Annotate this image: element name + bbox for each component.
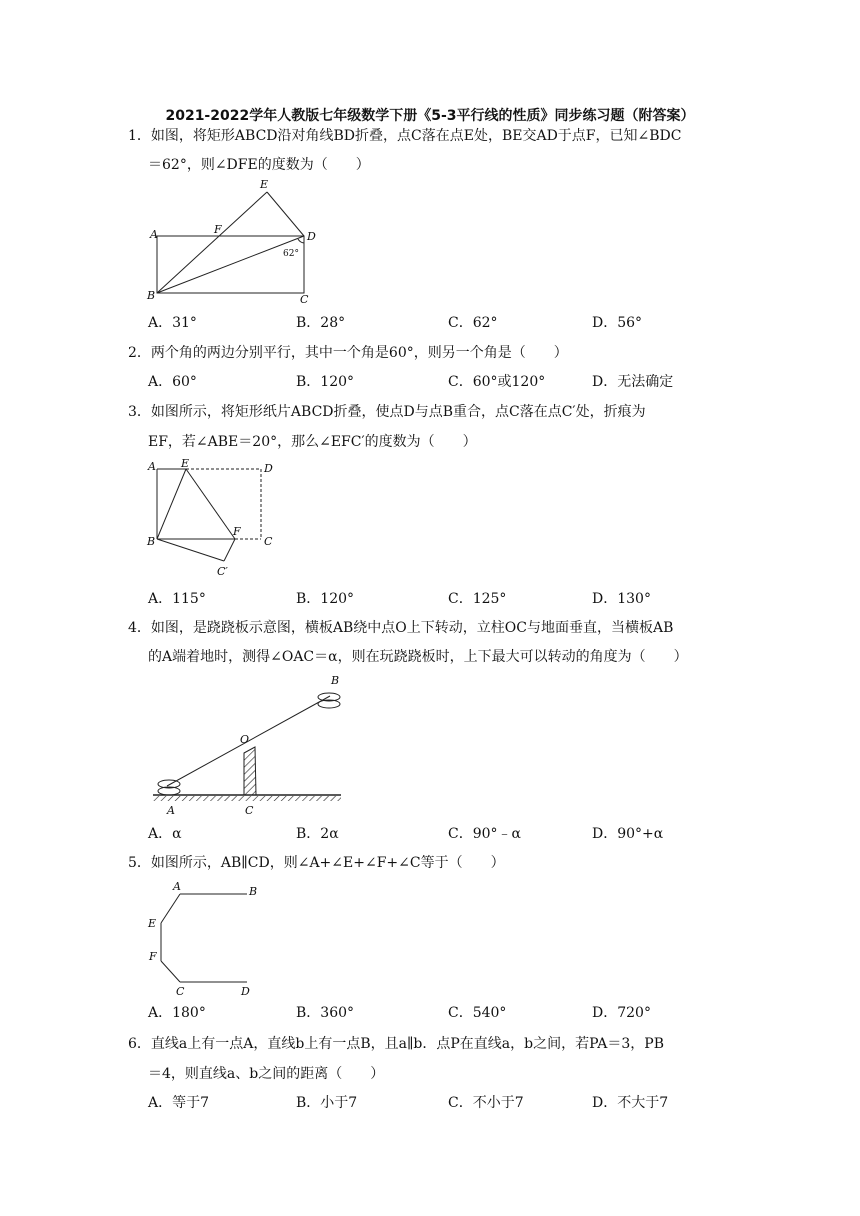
q1-label-d: D [307, 230, 316, 243]
q3-fold-ef [186, 469, 235, 539]
q1-label-c: C [300, 293, 309, 305]
q1-figure [140, 175, 325, 305]
q1-option-b[interactable]: B．28° [296, 315, 346, 331]
q4-post-oc [244, 747, 256, 795]
q4-option-d[interactable]: D．90°+α [592, 826, 664, 842]
q1-option-c[interactable]: C．62° [448, 315, 498, 331]
q4-ground-hatch [153, 796, 341, 801]
q3-line-2: EF，若∠ABE＝20°，那么∠EFC′的度数为（ ） [148, 434, 477, 450]
q3-option-d[interactable]: D．130° [592, 591, 651, 607]
q5-segment-ae [161, 894, 180, 923]
q4-label-c: C [245, 804, 254, 817]
q3-label-c: C [264, 535, 273, 548]
q4-option-c[interactable]: C．90°﹣α [448, 826, 521, 842]
q6-option-d[interactable]: D．不大于7 [592, 1095, 669, 1111]
q5-label-e: E [148, 917, 157, 930]
q3-label-b: B [147, 535, 156, 548]
q5-segment-fc [161, 961, 180, 982]
q4-option-a[interactable]: A．α [148, 826, 182, 842]
q2-line-1: 2．两个角的两边分别平行，其中一个角是60°，则另一个角是（ ） [128, 345, 568, 361]
q5-label-c: C [176, 985, 185, 998]
q6-line-2: ＝4，则直线a、b之间的距离（ ） [148, 1066, 385, 1082]
q3-line-c1f [224, 539, 235, 561]
q5-figure [140, 875, 270, 1000]
q3-option-a[interactable]: A．115° [148, 591, 206, 607]
q1-label-angle: 62° [283, 249, 299, 259]
q4-label-o: O [240, 733, 250, 746]
q5-line-1: 5．如图所示，AB∥CD，则∠A+∠E+∠F+∠C等于（ ） [128, 855, 505, 871]
q1-diagonal-bd [157, 236, 304, 293]
q5-option-c[interactable]: C．540° [448, 1005, 507, 1021]
q1-label-b: B [147, 289, 156, 302]
worksheet-title: 2021-2022学年人教版七年级数学下册《5-3平行线的性质》同步练习题（附答案） [165, 108, 695, 124]
q1-label-e: E [260, 178, 269, 191]
q4-label-a: A [167, 804, 175, 817]
q5-label-d: D [241, 985, 250, 998]
q3-line-be [157, 469, 186, 539]
q5-label-a: A [173, 880, 181, 893]
q5-option-a[interactable]: A．180° [148, 1005, 206, 1021]
q3-label-c-prime: C′ [217, 565, 228, 578]
q1-option-d[interactable]: D．56° [592, 315, 643, 331]
q3-label-a: A [148, 460, 156, 473]
q4-line-2: 的A端着地时，测得∠OAC＝α，则在玩跷跷板时，上下最大可以转动的角度为（ ） [148, 649, 688, 665]
q3-option-c[interactable]: C．125° [448, 591, 507, 607]
q2-option-b[interactable]: B．120° [296, 374, 355, 390]
q4-line-1: 4．如图，是跷跷板示意图，横板AB绕中点O上下转动，立柱OC与地面垂直，当横板AB [128, 620, 674, 636]
q2-option-d[interactable]: D．无法确定 [592, 374, 674, 390]
q1-label-f: F [214, 223, 222, 236]
q3-line-1: 3．如图所示，将矩形纸片ABCD折叠，使点D与点B重合，点C落在点C′处，折痕为 [128, 404, 646, 420]
q3-option-b[interactable]: B．120° [296, 591, 355, 607]
q5-label-f: F [149, 950, 157, 963]
q2-option-a[interactable]: A．60° [148, 374, 197, 390]
q3-figure [140, 455, 290, 585]
q6-option-c[interactable]: C．不小于7 [448, 1095, 524, 1111]
q1-option-a[interactable]: A．31° [148, 315, 197, 331]
q1-line-ed [267, 192, 304, 236]
q1-line-2: ＝62°，则∠DFE的度数为（ ） [148, 157, 370, 173]
q5-label-b: B [249, 885, 258, 898]
q3-line-bc1 [157, 539, 224, 561]
q3-label-e: E [181, 457, 190, 470]
q4-figure [145, 668, 350, 818]
q2-option-c[interactable]: C．60°或120° [448, 374, 546, 390]
q5-option-b[interactable]: B．360° [296, 1005, 355, 1021]
q1-angle-arc [298, 239, 304, 243]
q6-line-1: 6．直线a上有一点A，直线b上有一点B，且a∥b．点P在直线a，b之间，若PA＝3，PB [128, 1036, 664, 1052]
q1-label-a: A [150, 228, 158, 241]
q1-line-be [157, 192, 267, 293]
q3-label-d: D [264, 462, 273, 475]
q6-option-a[interactable]: A．等于7 [148, 1095, 210, 1111]
q3-label-f: F [233, 525, 241, 538]
q5-option-d[interactable]: D．720° [592, 1005, 651, 1021]
q6-option-b[interactable]: B．小于7 [296, 1095, 358, 1111]
q1-line-1: 1．如图，将矩形ABCD沿对角线BD折叠，点C落在点E处，BE交AD于点F，已知∠BDC [128, 128, 682, 144]
q4-label-b: B [331, 674, 340, 687]
q4-option-b[interactable]: B．2α [296, 826, 339, 842]
